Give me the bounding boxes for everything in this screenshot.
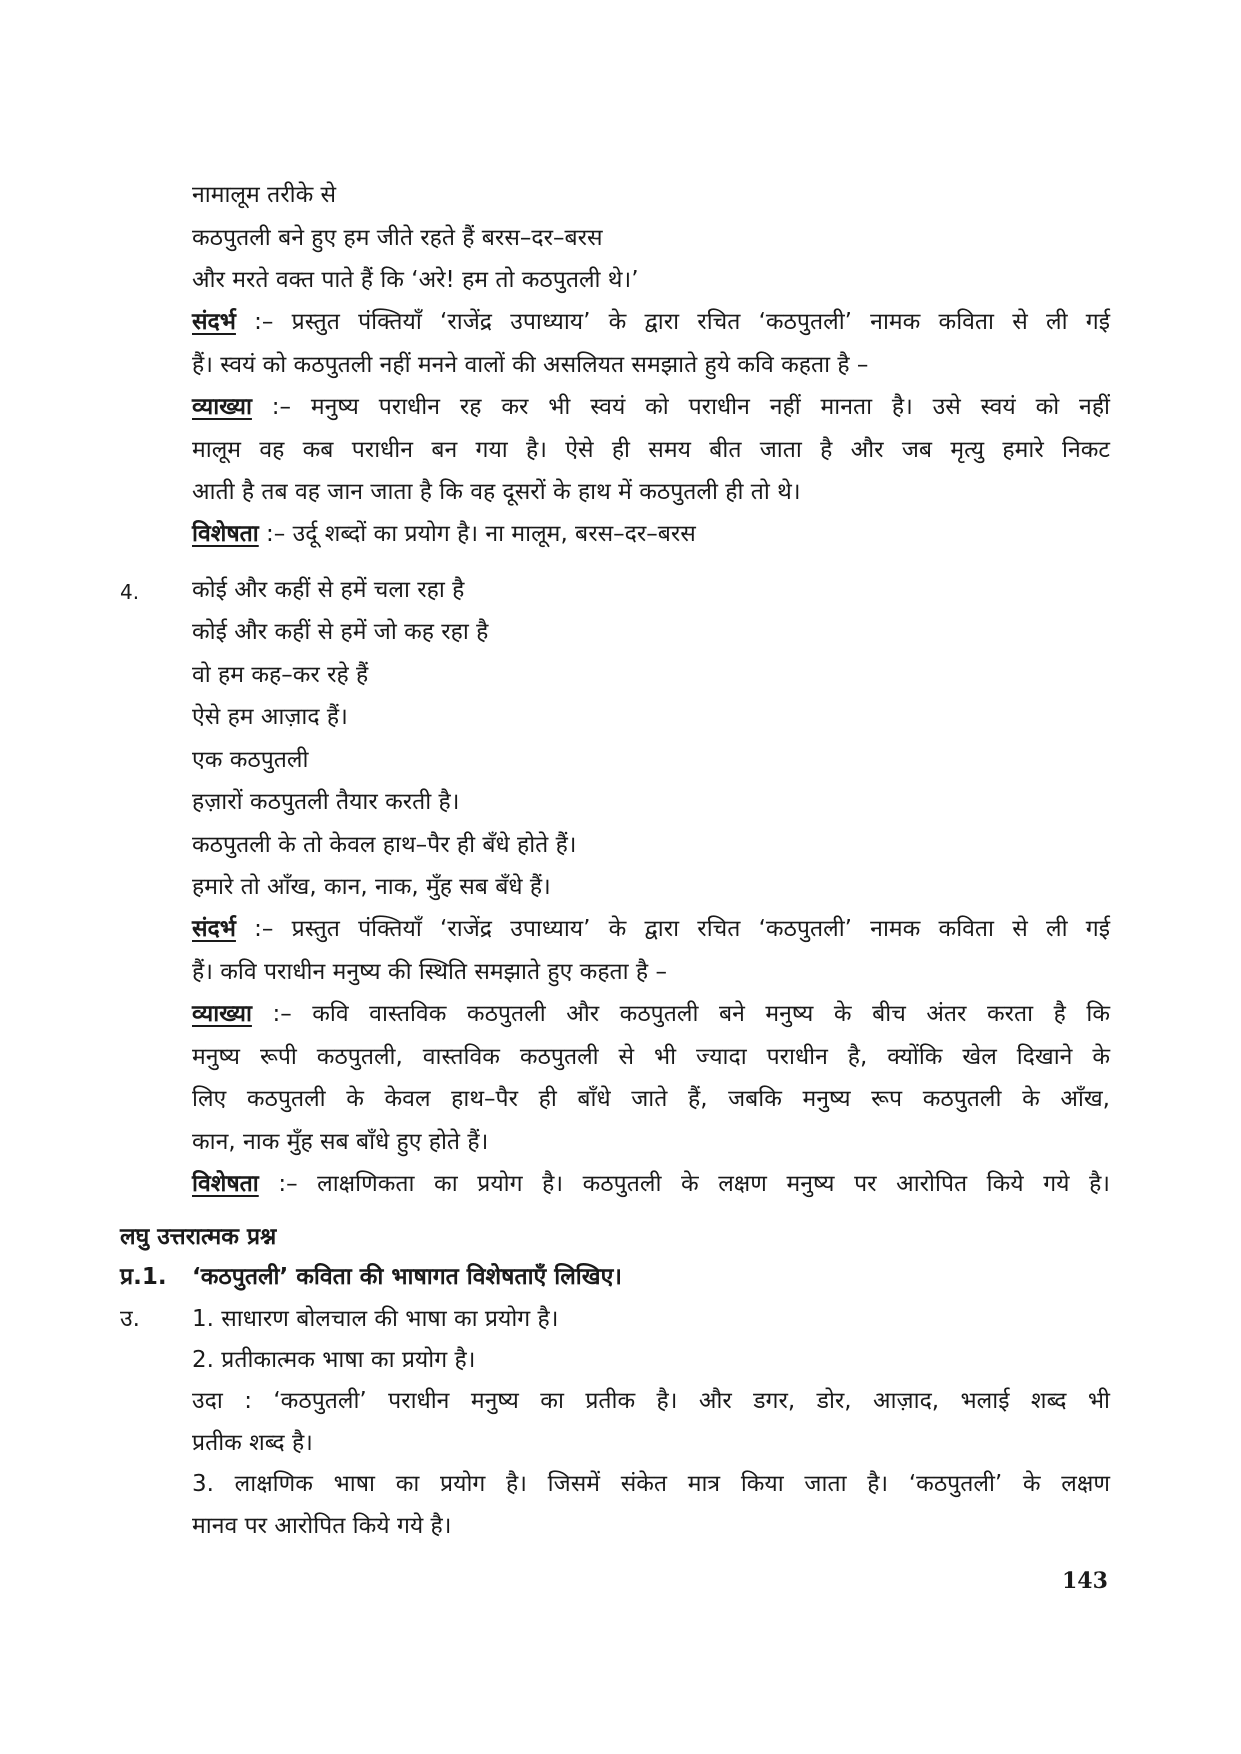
visheshta-text: :– उर्दू शब्दों का प्रयोग है। ना मालूम, बरस–दर–बरस — [258, 521, 696, 547]
vyakhya-label: व्याख्या — [192, 1001, 252, 1027]
vyakhya-paragraph — [192, 392, 1110, 422]
poem-line: हमारे तो आँख, कान, नाक, मुँह सब बँधे हैं। — [192, 874, 551, 900]
vyakhya-text: कान, नाक मुँह सब बाँधे हुए होते हैं। — [192, 1129, 489, 1155]
poem-line: कठपुतली के तो केवल हाथ–पैर ही बँधे होते हैं। — [192, 832, 577, 858]
poem-line: कठपुतली बने हुए हम जीते रहते हैं बरस–दर–बरस — [192, 225, 603, 251]
poem-line: ऐसे हम आज़ाद हैं। — [192, 704, 348, 730]
poem-line: कोई और कहीं से हमें चला रहा है — [192, 577, 465, 603]
page-number: 143 — [1062, 1568, 1108, 1594]
sandarbh-label: संदर्भ — [192, 309, 236, 335]
visheshta-label: विशेषता — [192, 521, 259, 547]
sandarbh-label: संदर्भ — [192, 916, 236, 942]
vyakhya-text: मनुष्य रूपी कठपुतली, वास्तविक कठपुतली से भी ज्यादा पराधीन है, क्योंकि खेल दिखाने के — [192, 1044, 1110, 1070]
visheshta-paragraph — [192, 1169, 1110, 1199]
answer-line: 2. प्रतीकात्मक भाषा का प्रयोग है। — [192, 1347, 476, 1373]
section-heading: लघु उत्तरात्मक प्रश्न — [120, 1224, 277, 1250]
answer-line: 1. साधारण बोलचाल की भाषा का प्रयोग है। — [192, 1306, 559, 1332]
vyakhya-text: आती है तब वह जान जाता है कि वह दूसरों के हाथ में कठपुतली ही तो थे। — [192, 479, 801, 505]
sandarbh-text: हैं। कवि पराधीन मनुष्य की स्थिति समझाते हुए कहता है – — [192, 959, 667, 985]
answer-line: उदा : ‘कठपुतली’ पराधीन मनुष्य का प्रतीक है। और डगर, डोर, आज़ाद, भलाई शब्द भी — [192, 1388, 1110, 1414]
vyakhya-text: मालूम वह कब पराधीन बन गया है। ऐसे ही समय बीत जाता है और जब मृत्यु हमारे निकट — [192, 437, 1110, 463]
vyakhya-text: लिए कठपुतली के केवल हाथ–पैर ही बाँधे जाते हैं, जबकि मनुष्य रूप कठपुतली के आँख, — [192, 1086, 1110, 1112]
sandarbh-paragraph — [192, 307, 1110, 337]
sandarbh-paragraph — [192, 914, 1110, 944]
answer-line: 3. लाक्षणिक भाषा का प्रयोग है। जिसमें संकेत मात्र किया जाता है। ‘कठपुतली’ के लक्षण — [192, 1471, 1110, 1497]
visheshta-label: विशेषता — [192, 1171, 259, 1197]
visheshta-paragraph — [192, 519, 696, 549]
poem-line: वो हम कह–कर रहे हैं — [192, 662, 369, 688]
vyakhya-paragraph — [192, 999, 1110, 1029]
answer-label: उ. — [120, 1306, 140, 1332]
vyakhya-text: :– मनुष्य पराधीन रह कर भी स्वयं को पराधीन नहीं मानता है। उसे स्वयं को नहीं — [251, 394, 1110, 420]
sandarbh-text: :– प्रस्तुत पंक्तियाँ ‘राजेंद्र उपाध्याय’ के द्वारा रचित ‘कठपुतली’ नामक कविता से ली गई — [235, 916, 1110, 942]
question-text: ‘कठपुतली’ कविता की भाषागत विशेषताएँ लिखिए। — [192, 1264, 623, 1290]
sandarbh-text: :– प्रस्तुत पंक्तियाँ ‘राजेंद्र उपाध्याय’ के द्वारा रचित ‘कठपुतली’ नामक कविता से ली गई — [235, 309, 1110, 335]
vyakhya-text: :– कवि वास्तविक कठपुतली और कठपुतली बने मनुष्य के बीच अंतर करता है कि — [251, 1001, 1110, 1027]
question-label: प्र.1. — [120, 1264, 167, 1290]
answer-line: प्रतीक शब्द है। — [192, 1430, 313, 1456]
poem-line: एक कठपुतली — [192, 747, 309, 773]
poem-line: और मरते वक्त पाते हैं कि ‘अरे! हम तो कठपुतली थे।’ — [192, 267, 639, 293]
stanza-number: 4. — [120, 580, 140, 604]
poem-line: कोई और कहीं से हमें जो कह रहा है — [192, 619, 489, 645]
poem-line: हज़ारों कठपुतली तैयार करती है। — [192, 789, 460, 815]
vyakhya-label: व्याख्या — [192, 394, 252, 420]
visheshta-text: :– लाक्षणिकता का प्रयोग है। कठपुतली के लक्षण मनुष्य पर आरोपित किये गये है। — [258, 1171, 1110, 1197]
answer-line: मानव पर आरोपित किये गये है। — [192, 1513, 452, 1539]
poem-line: नामालूम तरीके से — [192, 182, 337, 208]
sandarbh-text: हैं। स्वयं को कठपुतली नहीं मनने वालों की असलियत समझाते हुये कवि कहता है – — [192, 352, 869, 378]
